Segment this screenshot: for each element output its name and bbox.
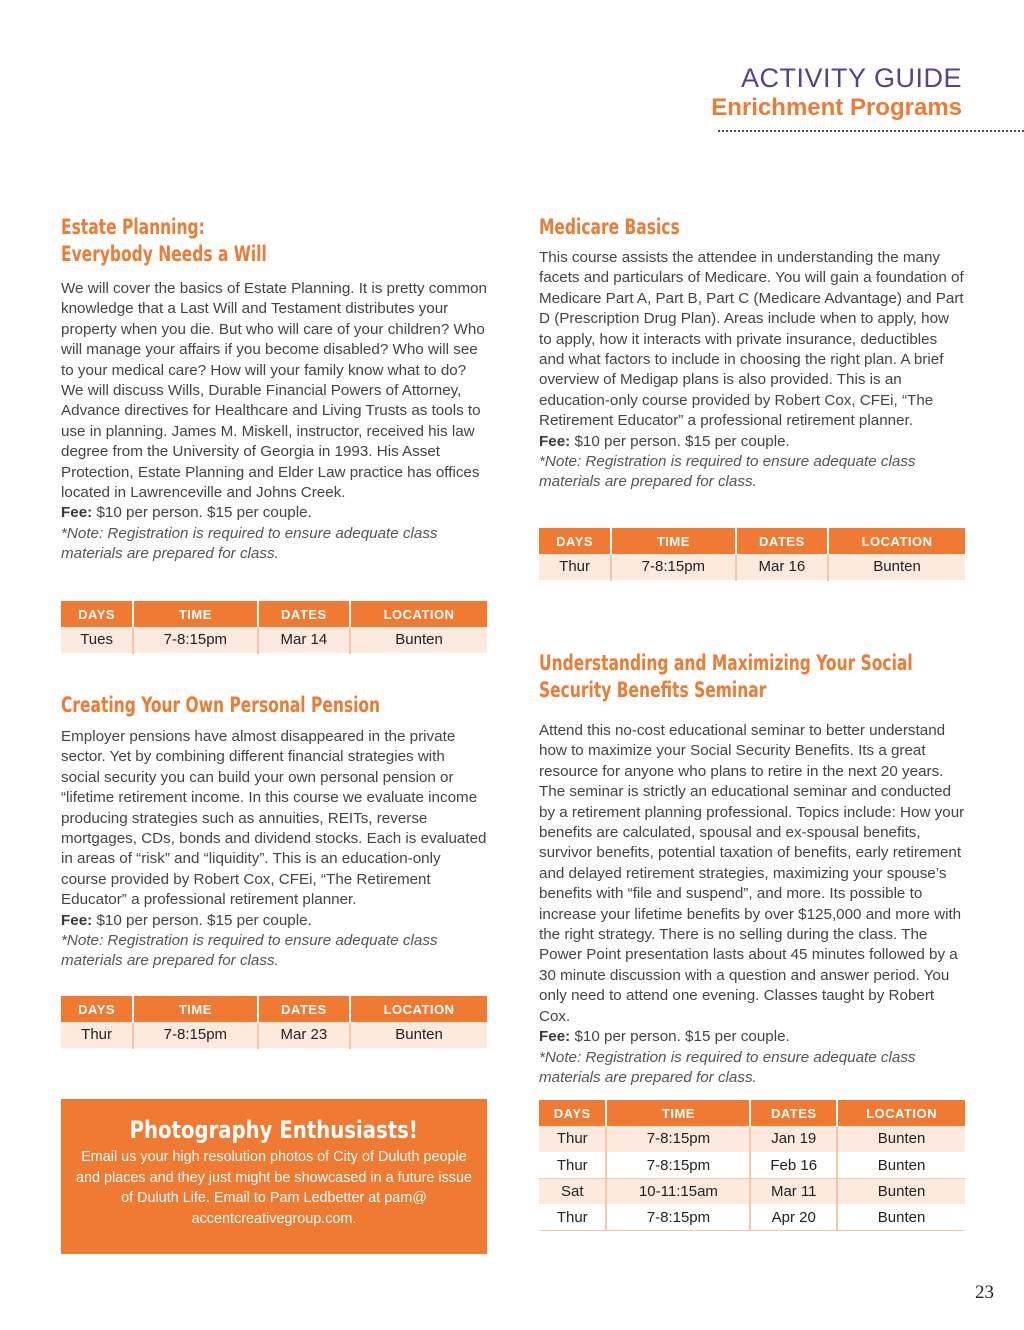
table-row: Thur 7-8:15pm Jan 19 Bunten (539, 1126, 965, 1152)
fee-line: Fee: $10 per person. $15 per couple. (539, 432, 790, 450)
section-body: Employer pensions have almost disappeared in the private sector. Yet by combining different financial strategies with social security you can build your own personal pension or “lifetime retirement income. In this course we evaluate income producing strategies such as annuities, REITs, reverse mortgages, CDs, bonds and dividend stocks. Each is evaluated in areas of “risk” and “liquidity”. This is an education-only course provided by Robert Cox, CFEi, “The Retirement Educator” a professional retirement planner. (61, 728, 487, 909)
page-number: 23 (975, 1282, 994, 1303)
section-body: We will cover the basics of Estate Planning. It is pretty common knowledge that a Last Will and Testament distributes your property when you die. But who will care of your children? Who will manage your affairs if you become disabled? Who will see to your medical care? How will your family know what to do? We will discuss Wills, Durable Financial Powers of Attorney, Advance directives for Healthcare and Living Trusts as tools to use in planning. James M. Miskell, instructor, received his law degree from the University of Georgia in 1993. His Asset Protection, Estate Planning and Elder Law practice has offices located in Lawrenceville and Johns Creek. (61, 280, 487, 502)
col-dates: DATES (750, 1100, 837, 1126)
fee-line: Fee: $10 per person. $15 per couple. (61, 911, 312, 929)
guide-subtitle: Enrichment Programs (711, 94, 962, 121)
section-title: Estate Planning: Everybody Needs a Will (61, 215, 267, 266)
table-row: Tues 7-8:15pm Mar 14 Bunten (61, 627, 487, 653)
registration-note: *Note: Registration is required to ensure adequate class materials are prepared for class. (539, 453, 916, 491)
medicare-basics-section (539, 214, 965, 493)
promo-body: Email us your high resolution photos of City of Duluth people and places and they just might be showcased in a future issue of Duluth Life. Email to Pam Ledbetter at pam@ accentcreativegroup.com. (76, 1149, 472, 1227)
page-header (711, 62, 962, 122)
medicare-schedule-table (539, 528, 965, 581)
table-row: Thur 7-8:15pm Feb 16 Bunten (539, 1152, 965, 1178)
registration-note: *Note: Registration is required to ensure adequate class materials are prepared for class. (539, 1048, 916, 1086)
col-days: DAYS (539, 1100, 606, 1126)
col-dates: DATES (736, 528, 829, 554)
table-row: Sat 10-11:15am Mar 11 Bunten (539, 1178, 965, 1204)
estate-planning-section (61, 214, 487, 565)
section-title: Creating Your Own Personal Pension (61, 693, 381, 717)
col-days: DAYS (539, 528, 611, 554)
section-body: Attend this no-cost educational seminar to better understand how to maximize your Social Security Benefits. Its a great resource for anyone who plans to retire in the next 20 years. The seminar is strictly an educational seminar and conducted by a retirement planning professional. Topics include: How your benefits are calculated, spousal and ex-spousal benefits, survivor benefits, potential taxation of benefits, early retirement and delayed retirement strategies, maximizing your spouse’s benefits with “file and suspend”, and more. Its possible to increase your lifetime benefits by over $125,000 and more with the right strategy. There is no selling during the class. The Power Point presentation lasts about 45 minutes followed by a 30 minute discussion with a question and answer period. You only need to attend one evening. Classes taught by Robert Cox. (539, 722, 965, 1025)
pension-schedule-table (61, 996, 487, 1049)
promo-title: Photography Enthusiasts! (129, 1116, 419, 1144)
estate-schedule-table (61, 601, 487, 654)
col-dates: DATES (258, 601, 351, 627)
section-title: Medicare Basics (539, 215, 680, 239)
col-time: TIME (611, 528, 735, 554)
col-days: DAYS (61, 601, 133, 627)
social-security-section (539, 650, 965, 1088)
table-row: Thur 7-8:15pm Mar 23 Bunten (61, 1022, 487, 1048)
personal-pension-section (61, 692, 487, 972)
fee-line: Fee: $10 per person. $15 per couple. (61, 504, 312, 522)
col-location: LOCATION (350, 601, 487, 627)
col-location: LOCATION (350, 996, 487, 1022)
table-row: Thur 7-8:15pm Apr 20 Bunten (539, 1204, 965, 1230)
col-location: LOCATION (837, 1100, 965, 1126)
social-security-schedule-table (539, 1100, 965, 1231)
registration-note: *Note: Registration is required to ensure adequate class materials are prepared for class. (61, 932, 438, 970)
col-days: DAYS (61, 996, 133, 1022)
fee-line: Fee: $10 per person. $15 per couple. (539, 1028, 790, 1046)
section-title: Understanding and Maximizing Your Social Security Benefits Seminar (539, 651, 913, 702)
header-divider (718, 130, 1024, 132)
guide-title: ACTIVITY GUIDE (740, 63, 962, 93)
col-dates: DATES (258, 996, 351, 1022)
col-time: TIME (133, 996, 257, 1022)
registration-note: *Note: Registration is required to ensure adequate class materials are prepared for class. (61, 524, 438, 563)
col-location: LOCATION (828, 528, 965, 554)
photography-promo-box (61, 1099, 487, 1254)
col-time: TIME (133, 601, 257, 627)
table-row: Thur 7-8:15pm Mar 16 Bunten (539, 554, 965, 580)
col-time: TIME (606, 1100, 750, 1126)
section-body: This course assists the attendee in understanding the many facets and particulars of Medicare. You will gain a foundation of Medicare Part A, Part B, Part C (Medicare Advantage) and Part D (Prescription Drug Plan). Areas include when to apply, how to apply, how it interacts with private insurance, deductibles and what factors to include in choosing the right plan. A brief overview of Medigap plans is also provided. This is an education-only course provided by Robert Cox, CFEi, “The Retirement Educator” a professional retirement planner. (539, 249, 964, 430)
